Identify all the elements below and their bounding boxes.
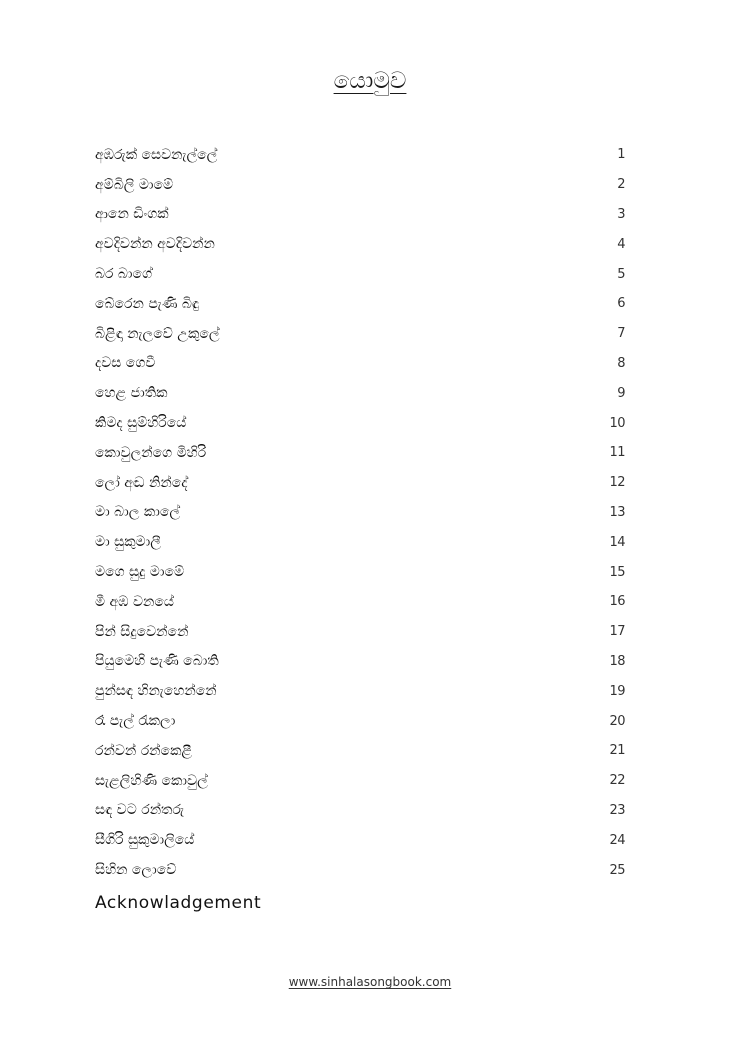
- toc-entry-title: අඹරුක් සෙවනැල්ලේ: [95, 146, 218, 163]
- toc-entry-page: 5: [617, 266, 625, 282]
- toc-entry[interactable]: [95, 796, 625, 826]
- toc-entry-title: අම්බිලි මාමේ: [95, 176, 174, 193]
- toc-entry-page: 7: [617, 326, 625, 342]
- toc-entry-title: මගෙ සුදු මාමේ: [95, 564, 185, 581]
- toc-entry-title: සිහින ලොවේ: [95, 862, 177, 879]
- toc-entry-page: 4: [617, 236, 625, 252]
- toc-entry-page: 21: [609, 743, 625, 759]
- toc-entry[interactable]: [95, 438, 625, 468]
- toc-entry-title: පුන්සඳ හිනැහෙන්නේ: [95, 683, 217, 700]
- toc-entry-page: 3: [617, 206, 625, 222]
- toc-entry-page: 13: [609, 504, 625, 520]
- toc-entry-page: 18: [609, 653, 625, 669]
- toc-entry[interactable]: [95, 647, 625, 677]
- toc-entry[interactable]: [95, 527, 625, 557]
- toc-entry[interactable]: [95, 319, 625, 349]
- toc-entry-title: සීගිරි සුකුමාලියේ: [95, 832, 195, 849]
- toc-entry[interactable]: [95, 170, 625, 200]
- toc-entry[interactable]: [95, 706, 625, 736]
- toc-entry-page: 19: [609, 683, 625, 699]
- toc-entry-title: පියුමෙහි පැණි බොති: [95, 653, 219, 670]
- toc-entry[interactable]: [95, 766, 625, 796]
- toc-entry-page: 14: [609, 534, 625, 550]
- toc-entry-title: අවදිවන්න අවදිවන්න: [95, 236, 215, 253]
- toc-entry[interactable]: [95, 587, 625, 617]
- toc-entry-title: රන්වන් රන්කෙළී: [95, 742, 193, 759]
- toc-entry[interactable]: [95, 825, 625, 855]
- toc-entry-page: 16: [609, 594, 625, 610]
- toc-entry-page: 9: [617, 385, 625, 401]
- toc-entry[interactable]: [95, 676, 625, 706]
- toc-entry-title: කිමද සුම්හිරියේ: [95, 415, 187, 432]
- toc-entry-title: කොවුලන්ගෙ මිහිරි: [95, 444, 207, 461]
- toc-entry-title: බිළිඳා නැලවේ උකුලේ: [95, 325, 220, 342]
- toc-entry-page: 10: [609, 415, 625, 431]
- toc-entry-page: 12: [609, 475, 625, 491]
- toc-entry-title: මී අඹ වනයේ: [95, 593, 174, 610]
- toc-entry[interactable]: [95, 378, 625, 408]
- toc-entry-title: බේරෙන පැණි බිඳු: [95, 295, 200, 312]
- toc-entry[interactable]: [95, 498, 625, 528]
- toc-entry-page: 8: [617, 355, 625, 371]
- toc-entry-page: 24: [609, 832, 625, 848]
- toc-entry-title: සඳ වට රන්තරු: [95, 802, 185, 819]
- toc-entry-page: 15: [609, 564, 625, 580]
- toc-entry-page: 6: [617, 296, 625, 312]
- toc-entry-title: ලෝ අඬ නින්දේ: [95, 474, 188, 491]
- toc-entry[interactable]: [95, 855, 625, 885]
- toc-entry-title: මා බාල කාලේ: [95, 504, 181, 521]
- toc-entry[interactable]: [95, 349, 625, 379]
- toc-entry-title: දවස ගෙවී: [95, 355, 156, 372]
- toc-entry-page: 20: [609, 713, 625, 729]
- toc-entry-page: 25: [609, 862, 625, 878]
- toc-entry-page: 1: [617, 147, 625, 163]
- toc-entry[interactable]: [95, 200, 625, 230]
- toc-entry[interactable]: [95, 736, 625, 766]
- toc-entry-title: ආනෙ ඩිංගක්: [95, 206, 169, 223]
- toc-entry-page: 22: [609, 773, 625, 789]
- toc-entry[interactable]: [95, 617, 625, 647]
- toc-entry-title: මා සුකුමාලී: [95, 534, 161, 551]
- toc-entry-title: පින් සිදුවෙන්නේ: [95, 623, 189, 640]
- acknowledgement-heading[interactable]: Acknowladgement: [95, 893, 262, 913]
- toc-entry-page: 23: [609, 802, 625, 818]
- toc-entry-title: රෑ පැල් රැකලා: [95, 713, 176, 730]
- page-title: [0, 66, 740, 96]
- toc-entry[interactable]: [95, 229, 625, 259]
- toc-entry[interactable]: [95, 259, 625, 289]
- footer-website-link[interactable]: www.sinhalasongbook.com: [288, 975, 452, 989]
- page-title-text: යොමුව: [333, 68, 407, 94]
- toc-entry-page: 11: [609, 445, 625, 461]
- toc-entry-title: බර බාගේ: [95, 266, 153, 283]
- toc-entry[interactable]: [95, 408, 625, 438]
- toc-entry[interactable]: [95, 140, 625, 170]
- toc-entry[interactable]: [95, 557, 625, 587]
- toc-entry-title: සැළලිහිණි කොවුල්: [95, 772, 208, 789]
- toc-entry[interactable]: [95, 289, 625, 319]
- toc-entry-page: 2: [617, 177, 625, 193]
- toc-entry-title: හෙළ ජාතික: [95, 385, 168, 402]
- table-of-contents: [95, 140, 625, 885]
- toc-entry[interactable]: [95, 468, 625, 498]
- toc-entry-page: 17: [609, 624, 625, 640]
